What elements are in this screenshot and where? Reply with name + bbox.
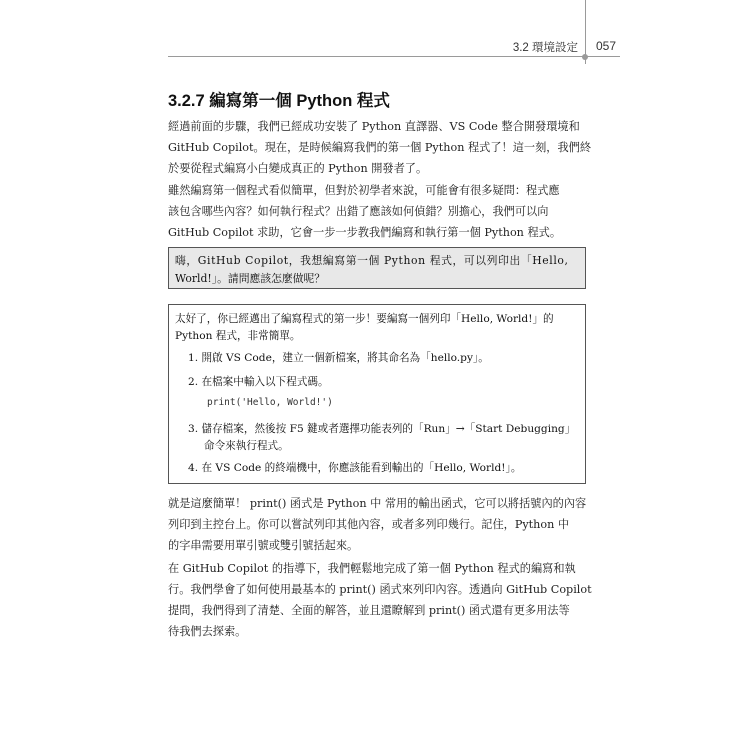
text-line: 就是這麼簡單！ print() 函式是 Python 中 常用的輸出函式，它可以將括號內的內容 [168, 497, 587, 510]
text-line: 於要從程式編寫小白變成真正的 Python 開發者了。 [168, 162, 428, 175]
answer-step-2: 2. 在檔案中輸入以下程式碼。 [188, 376, 329, 388]
text-line: 待我們去探索。 [168, 625, 247, 638]
outro-paragraph-2 [168, 558, 592, 642]
text-line: GitHub Copilot。現在，是時候編寫我們的第一個 Python 程式了！這一刻，我們終 [168, 141, 592, 154]
text-line: GitHub Copilot 求助，它會一步一步教我們編寫和執行第一個 Python 程式。 [168, 226, 562, 239]
header-rule [168, 56, 620, 57]
text-line: 的字串需要用單引號或雙引號括起來。 [168, 539, 359, 552]
intro-paragraph-1 [168, 116, 592, 179]
text-line: 行。我們學會了如何使用最基本的 print() 函式來列印內容。透過向 GitHub Copilot [168, 583, 592, 596]
intro-paragraph-2 [168, 180, 588, 243]
answer-step-4: 4. 在 VS Code 的終端機中，你應該能看到輸出的「Hello, World!」。 [188, 462, 522, 474]
section-title: 3.2.7 編寫第一個 Python 程式 [168, 92, 390, 110]
text-line: 提問，我們得到了清楚、全面的解答，並且還瞭解到 print() 函式還有更多用法等 [168, 604, 570, 617]
text-line: 列印到主控台上。你可以嘗試列印其他內容，或者多列印幾行。記住，Python 中 [168, 518, 570, 531]
header-section-label: 3.2 環境設定 [512, 42, 578, 54]
prompt-line: World!」。請問應該怎麼做呢？ [175, 272, 326, 285]
prompt-line: 嗨，GitHub Copilot，我想編寫第一個 Python 程式，可以列印出「Hello, [175, 254, 569, 267]
running-header [0, 0, 750, 60]
answer-intro-line: 太好了，你已經邁出了編寫程式的第一步！要編寫一個列印「Hello, World!」的 [175, 313, 554, 325]
text-line: 經過前面的步驟，我們已經成功安裝了 Python 直譯器、VS Code 整合開發環境和 [168, 120, 580, 133]
prompt-box [168, 247, 586, 289]
page-number: 057 [596, 39, 617, 53]
text-line: 在 GitHub Copilot 的指導下，我們輕鬆地完成了第一個 Python 程式的編寫和執 [168, 562, 576, 575]
header-dot [582, 54, 588, 60]
answer-intro-line: Python 程式，非常簡單。 [175, 330, 301, 342]
text-line: 該包含哪些內容？如何執行程式？出錯了應該如何偵錯？別擔心，我們可以向 [168, 205, 549, 218]
text-line: 雖然編寫第一個程式看似簡單，但對於初學者來說，可能會有很多疑問：程式應 [168, 184, 560, 197]
answer-step-1: 1. 開啟 VS Code，建立一個新檔案，將其命名為「hello.py」。 [188, 352, 489, 364]
outro-paragraph-1 [168, 493, 588, 556]
answer-box [168, 304, 586, 484]
answer-step-3: 3. 儲存檔案，然後按 F5 鍵或者選擇功能表列的「Run」→「Start Debugging」 [188, 423, 576, 435]
code-snippet: print('Hello, World!') [207, 397, 333, 408]
answer-step-3-cont: 命令來執行程式。 [204, 440, 289, 452]
